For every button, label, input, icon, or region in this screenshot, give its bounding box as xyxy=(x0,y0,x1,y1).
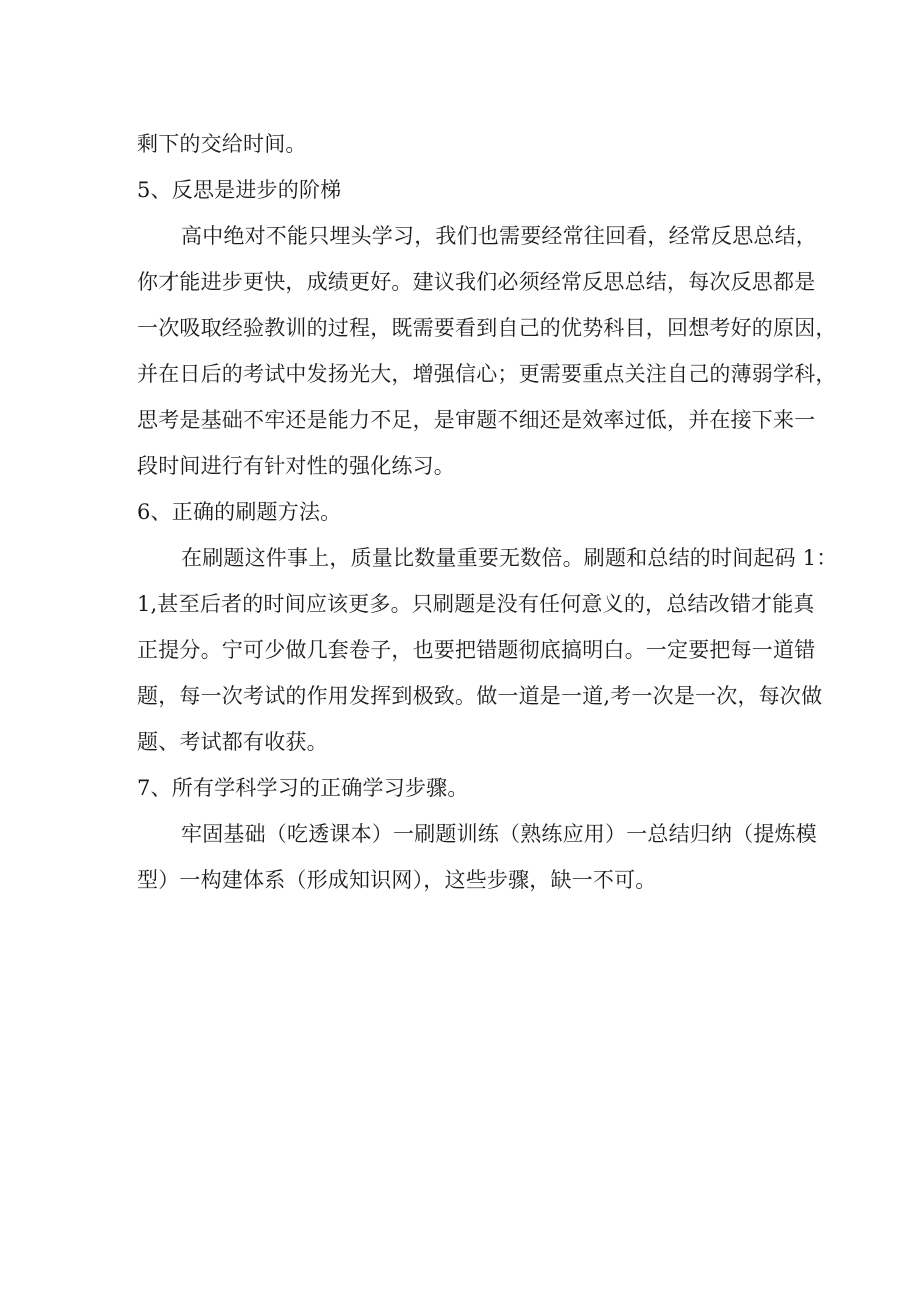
paragraph-line: 正提分。宁可少做几套卷子，也要把错题彻底搞明白。一定要把每一道错 xyxy=(137,638,816,662)
paragraph-line: 你才能进步更快，成绩更好。建议我们必须经常反思总结，每次反思都是 xyxy=(137,270,816,294)
paragraph-line: 一次吸取经验教训的过程，既需要看到自己的优势科目，回想考好的原因， xyxy=(137,316,837,340)
paragraph-line: 型）一构建体系（形成知识网），这些步骤，缺一不可。 xyxy=(137,868,657,892)
paragraph-line: 高中绝对不能只埋头学习，我们也需要经常往回看，经常反思总结， xyxy=(181,224,817,248)
paragraph-line: 题，每一次考试的作用发挥到极致。做一道是一道,考一次是一次，每次做 xyxy=(137,684,823,708)
paragraph-line: 1,甚至后者的时间应该更多。只刷题是没有任何意义的，总结改错才能真 xyxy=(137,592,815,616)
paragraph-line: 思考是基础不牢还是能力不足，是审题不细还是效率过低，并在接下来一 xyxy=(137,408,816,432)
paragraph-line: 牢固基础（吃透课本）一刷题训练（熟练应用）一总结归纳（提炼模 xyxy=(181,822,817,846)
section-heading-5: 5、反思是进步的阶梯 xyxy=(137,178,342,202)
paragraph-line: 在刷题这件事上，质量比数量重要无数倍。刷题和总结的时间起码 1： xyxy=(181,546,838,570)
paragraph-line: 并在日后的考试中发扬光大，增强信心；更需要重点关注自己的薄弱学科， xyxy=(137,362,837,386)
document-body xyxy=(137,121,838,903)
section-heading-6: 6、正确的刷题方法。 xyxy=(137,500,342,524)
section-heading-7: 7、所有学科学习的正确学习步骤。 xyxy=(137,776,469,800)
paragraph-line: 题、考试都有收获。 xyxy=(137,730,328,754)
paragraph-line: 段时间进行有针对性的强化练习。 xyxy=(137,454,455,478)
text-line-continuation: 剩下的交给时间。 xyxy=(137,132,307,156)
